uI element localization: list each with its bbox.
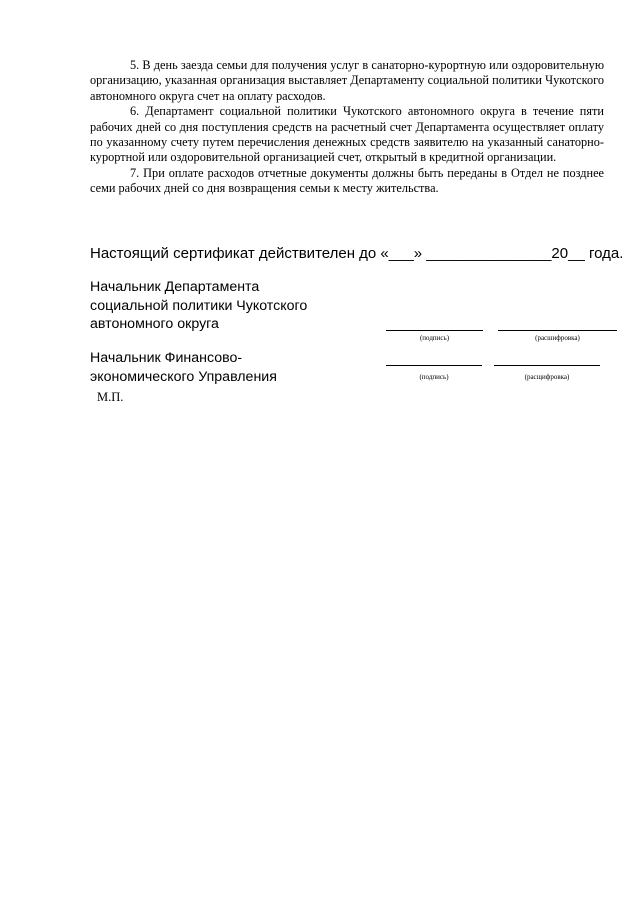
signer-title-line: Начальник Финансово-	[90, 350, 243, 366]
signature-caption: (подпись)	[419, 373, 449, 381]
decoding-caption: (расщифровка)	[524, 373, 570, 381]
decoding-caption: (расшифровка)	[535, 334, 580, 342]
signature-line	[386, 365, 482, 366]
clause-6: 6. Департамент социальной политики Чукотского автономного округа в течение пяти рабочих дней со дня поступления средств на расчетный счет Департамента осуществляет оплату по указанному счету путем перечисления денежных средств заявителю на указанный санаторно-курортной или оздоровительной организацией счет, открытый в кредитной организации.	[90, 104, 604, 165]
certificate-validity-line: Настоящий сертификат действителен до «___» _______________20__ года.	[90, 245, 624, 262]
decoding-line	[498, 330, 617, 331]
clause-5: 5. В день заезда семьи для получения услуг в санаторно-курортную или оздоровительную организацию, указанная организация выставляет Департаменту социальной политики Чукотского автономного округа счет на оплату расходов.	[90, 58, 604, 103]
signature-line	[386, 330, 483, 331]
signer-title-line: Начальник Департамента	[90, 279, 260, 295]
signer-title-line: автономного округа	[90, 316, 219, 332]
signer-title-line: экономического Управления	[90, 368, 277, 385]
decoding-line	[494, 365, 600, 366]
signature-caption: (подпись)	[419, 334, 450, 342]
signer-finance-head	[90, 349, 277, 386]
signer-title-line: социальной политики Чукотского	[90, 297, 308, 314]
clauses-block	[90, 58, 604, 197]
stamp-placeholder: М.П.	[97, 390, 124, 404]
clause-7: 7. При оплате расходов отчетные документы должны быть переданы в Отдел не позднее семи рабочих дней со дня возвращения семьи к месту жительства.	[90, 165, 604, 196]
signer-department-head	[90, 278, 307, 334]
